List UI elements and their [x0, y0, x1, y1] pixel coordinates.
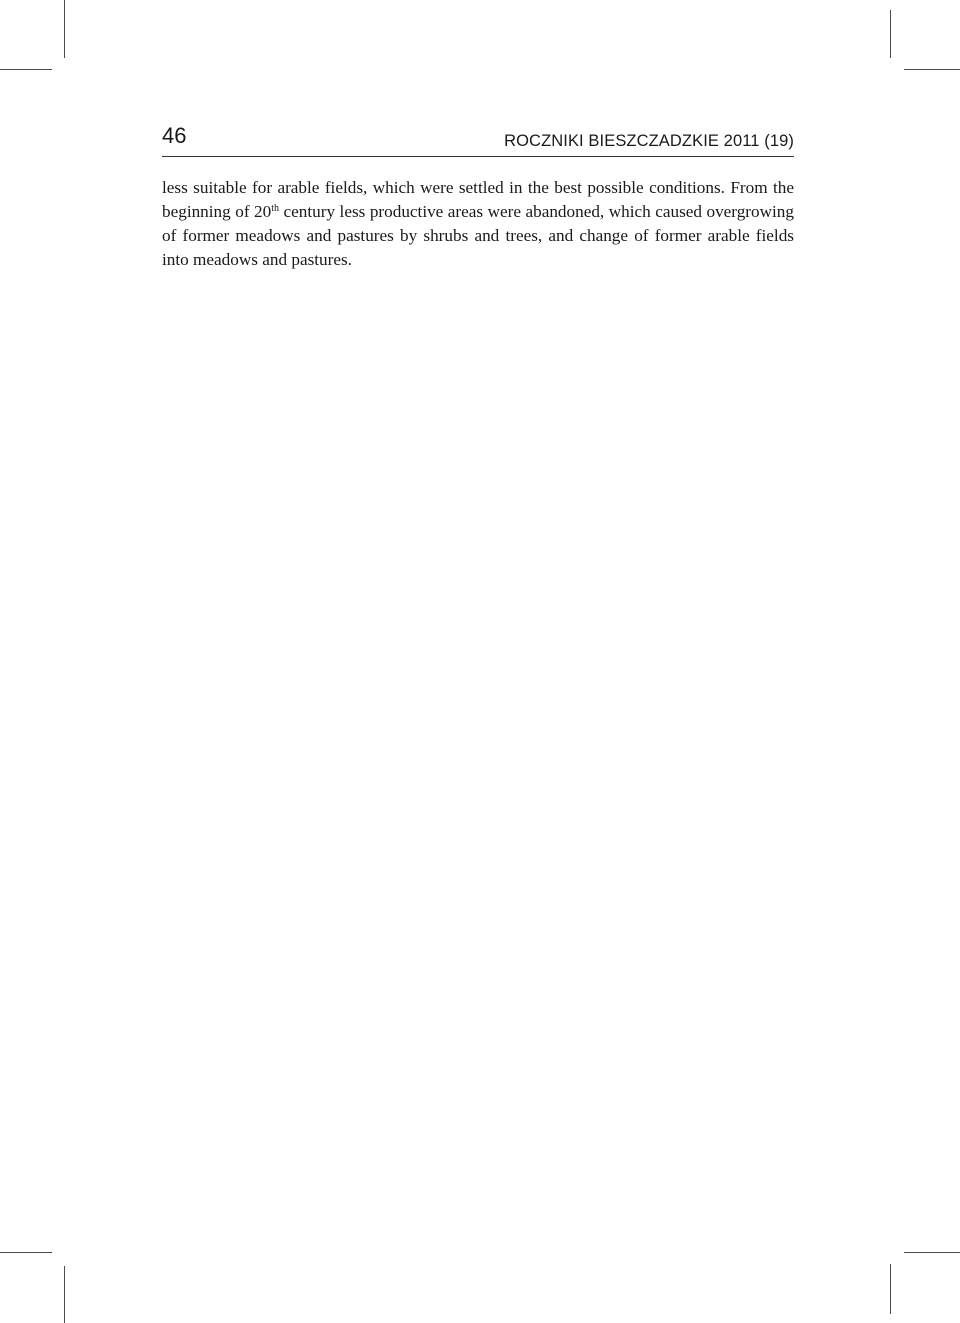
crop-mark-top-left-vertical	[64, 0, 65, 58]
ordinal-superscript: th	[271, 203, 280, 214]
running-head: ROCZNIKI BIESZCZADZKIE 2011 (19)	[504, 132, 794, 150]
crop-mark-bottom-left-horizontal	[0, 1252, 52, 1253]
paragraph-text-end: century less productive areas were abandoned, which caused overgrowing of former meadows and pastures by shrubs and trees, and change of former arable fields into meadows and pastures.	[162, 202, 794, 269]
crop-mark-top-right-horizontal	[904, 69, 960, 70]
body-paragraph	[162, 176, 794, 272]
crop-mark-bottom-left-vertical	[64, 1266, 65, 1323]
page-header	[162, 122, 794, 157]
crop-mark-top-right-vertical	[890, 10, 891, 58]
crop-mark-top-left-horizontal	[0, 69, 52, 70]
crop-mark-bottom-right-horizontal	[904, 1252, 960, 1253]
crop-mark-bottom-right-vertical	[890, 1264, 891, 1314]
paragraph-text-start: less suitable for arable fields, which were settled in the best possible conditions. From the beginning of 20	[162, 178, 794, 221]
page-number: 46	[162, 123, 187, 148]
